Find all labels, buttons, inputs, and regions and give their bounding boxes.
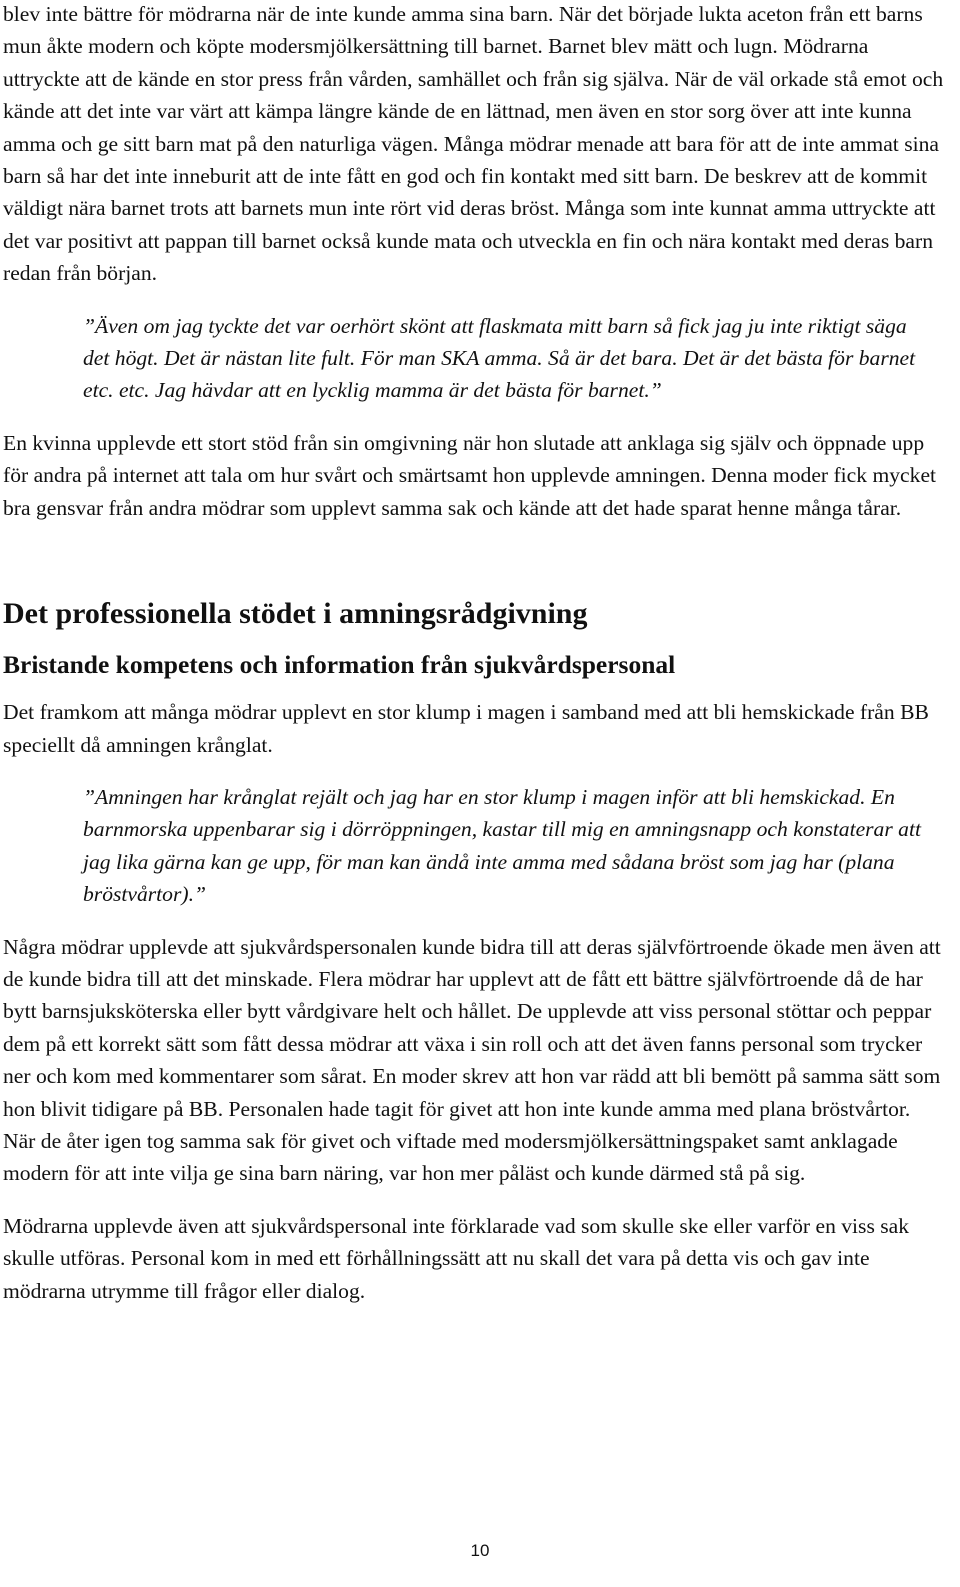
section-heading: Det professionella stödet i amningsrådgivning bbox=[3, 597, 588, 631]
page-number: 10 bbox=[470, 1541, 490, 1560]
spacer bbox=[3, 407, 947, 427]
block-quote: ”Amningen har krånglat rejält och jag har en stor klump i magen inför att bli hemskickad. En barnmorska uppenbarar sig i dörröppningen, kastar till mig en amningsnapp och konstaterar att jag lika gärna kan ge upp, för man kan ändå inte amma med sådana bröst som jag har (plana bröstvårtor).” bbox=[83, 784, 921, 907]
spacer bbox=[3, 1190, 947, 1210]
spacer bbox=[3, 634, 947, 648]
spacer bbox=[3, 682, 947, 696]
spacer bbox=[3, 580, 947, 594]
subsection-heading: Bristande kompetens och information från sjukvårdspersonal bbox=[3, 650, 676, 680]
spacer bbox=[3, 524, 947, 580]
body-paragraph: blev inte bättre för mödrarna när de inte kunde amma sina barn. När det började lukta aceton från ett barns mun åkte modern och köpte modersmjölkersättning till barnet. Barnet blev mätt och lugn. Mödrarna uttryckte att de kände en stor press från vården, samhället och från sig själva. När de väl orkade stå emot och kände att det inte var värt att kämpa längre kände de en lättnad, men även en stor sorg över att inte kunna amma och ge sitt barn mat på den naturliga vägen. Många mödrar menade att bara för att de inte ammat sina barn så har det inte inneburit att de inte fått en god och fin kontakt med sitt barn. De beskrev att de kommit väldigt nära barnet trots att barnets mun inte rört vid deras bröst. Många som inte kunnat amma uttryckte att det var positivt att pappan till barnet också kunde mata och utveckla en fin och nära kontakt med deras barn redan från början. bbox=[3, 2, 944, 286]
spacer bbox=[3, 761, 947, 781]
spacer bbox=[3, 911, 947, 931]
block-quote: ”Även om jag tyckte det var oerhört skönt att flaskmata mitt barn så fick jag ju inte riktigt säga det högt. Det är nästan lite fult. För man SKA amma. Så är det bara. Det är det bästa för barnet etc. etc. Jag hävdar att en lycklig mamma är det bästa för barnet.” bbox=[83, 313, 916, 403]
body-paragraph: Några mödrar upplevde att sjukvårdspersonalen kunde bidra till att deras självförtroende ökade men även att de kunde bidra till att det minskade. Flera mödrar har upplevt att de fått ett bättre självförtroende då de har bytt barnsjuksköterska eller bytt vårdgivare helt och hållet. De upplevde att viss personal stöttar och peppar dem på ett korrekt sätt som fått dessa mödrar att växa i sin roll och att det även fanns personal som trycker ner och kom med kommentarer som sårat. En moder skrev att hon var rädd att bli bemött på samma sätt som hon blivit tidigare på BB. Personalen hade tagit för givet att hon inte kunde amma med plana bröstvårtor. När de åter igen tog samma sak för givet och viftade med modersmjölkersättningspaket samt anklagade modern för att inte vilja ge sina barn näring, var hon mer påläst och kunde därmed stå på sig. bbox=[3, 934, 941, 1186]
body-paragraph: Mödrarna upplevde även att sjukvårdspersonal inte förklarade vad som skulle ske eller varför en viss sak skulle utföras. Personal kom in med ett förhållningssätt att nu skall det vara på detta vis och gav inte mödrarna utrymme till frågor eller dialog. bbox=[3, 1213, 910, 1303]
body-paragraph: En kvinna upplevde ett stort stöd från sin omgivning när hon slutade att anklaga sig själv och öppnade upp för andra på internet att tala om hur svårt och smärtsamt hon upplevde amningen. Denna moder fick mycket bra gensvar från andra mödrar som upplevt samma sak och kände att det hade sparat henne många tårar. bbox=[3, 430, 937, 520]
body-paragraph: Det framkom att många mödrar upplevt en stor klump i magen i samband med att bli hemskickade från BB speciellt då amningen krånglat. bbox=[3, 700, 929, 757]
spacer bbox=[3, 290, 947, 310]
document-page bbox=[3, 0, 947, 1307]
